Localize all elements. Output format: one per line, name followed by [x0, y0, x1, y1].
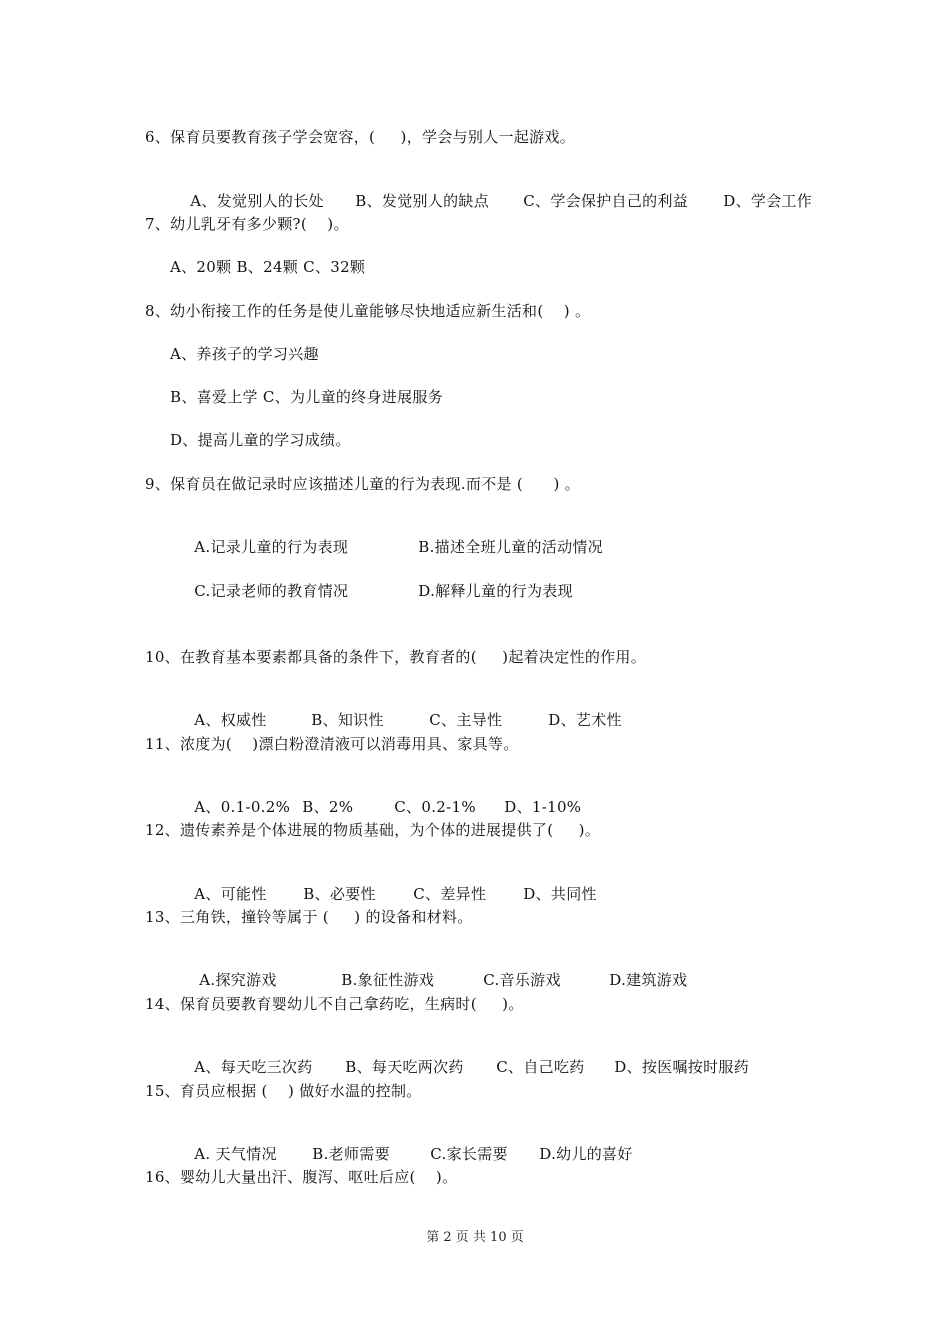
q14-option-a: A、每天吃三次药 — [194, 1058, 313, 1076]
q9-option-a: A.记录儿童的行为表现 — [194, 538, 349, 556]
q10-option-a: A、权威性 — [194, 711, 267, 729]
q15-option-a: A. 天气情况 — [194, 1145, 277, 1163]
q12-option-b: B、必要性 — [303, 885, 376, 903]
q11-option-d: D、1-10% — [504, 798, 582, 816]
q13-option-b: B.象征性游戏 — [341, 971, 435, 989]
question-14-stem: 14、保育员要教育婴幼儿不自己拿药吃，生病时( )。 — [145, 995, 524, 1013]
q6-option-b: B、发觉别人的缺点 — [355, 192, 490, 210]
q10-option-b: B、知识性 — [311, 711, 384, 729]
q9-option-c: C.记录老师的教育情况 — [194, 582, 349, 600]
question-6-stem: 6、保育员要教育孩子学会宽容，( )，学会与别人一起游戏。 — [145, 128, 575, 146]
q14-option-c: C、自己吃药 — [496, 1058, 585, 1076]
question-10-stem: 10、在教育基本要素都具备的条件下，教育者的( )起着决定性的作用。 — [145, 648, 647, 666]
q14-option-b: B、每天吃两次药 — [345, 1058, 464, 1076]
question-7-stem: 7、幼儿乳牙有多少颗?( )。 — [145, 215, 349, 233]
q15-option-b: B.老师需要 — [312, 1145, 390, 1163]
question-15-stem: 15、育员应根据 ( ) 做好水温的控制。 — [145, 1082, 422, 1100]
q10-option-d: D、艺术性 — [548, 711, 622, 729]
q6-option-a: A、发觉别人的长处 — [190, 192, 324, 210]
question-13-stem: 13、三角铁，撞铃等属于 ( ) 的设备和材料。 — [145, 908, 473, 926]
q13-option-c: C.音乐游戏 — [483, 971, 561, 989]
q15-option-d: D.幼儿的喜好 — [539, 1145, 633, 1163]
question-16-stem: 16、婴幼儿大量出汗、腹泻、呕吐后应( )。 — [145, 1168, 458, 1186]
question-9-stem: 9、保育员在做记录时应该描述儿童的行为表现.而不是 ( ) 。 — [145, 475, 580, 493]
question-11-stem: 11、浓度为( )漂白粉澄清液可以消毒用具、家具等。 — [145, 735, 519, 753]
q12-option-a: A、可能性 — [194, 885, 267, 903]
q12-option-c: C、差异性 — [413, 885, 487, 903]
q13-option-d: D.建筑游戏 — [609, 971, 688, 989]
q9-option-b: B.描述全班儿童的活动情况 — [418, 538, 603, 556]
q6-option-d: D、学会工作 — [723, 192, 813, 210]
q12-option-d: D、共同性 — [523, 885, 597, 903]
q9-option-d: D.解释儿童的行为表现 — [418, 582, 573, 600]
q11-option-b: B、2% — [302, 798, 354, 816]
question-12-stem: 12、遗传素养是个体进展的物质基础，为个体的进展提供了( )。 — [145, 821, 601, 839]
question-8-stem: 8、幼小衔接工作的任务是使儿童能够尽快地适应新生活和( ) 。 — [145, 302, 591, 320]
q11-option-a: A、0.1-0.2% — [194, 798, 291, 816]
question-8-option-bc: B、喜爱上学 C、为儿童的终身进展服务 — [170, 388, 443, 406]
q15-option-c: C.家长需要 — [430, 1145, 508, 1163]
page-number-footer: 第 2 页 共 10 页 — [426, 1230, 524, 1245]
q10-option-c: C、主导性 — [429, 711, 503, 729]
q6-option-c: C、学会保护自己的利益 — [523, 192, 689, 210]
q13-option-a: A.探究游戏 — [199, 971, 277, 989]
question-9-options-row2 — [174, 561, 573, 621]
question-8-option-a: A、养孩子的学习兴趣 — [170, 345, 319, 363]
question-8-option-d: D、提高儿童的学习成绩。 — [170, 431, 351, 449]
q14-option-d: D、按医嘱按时服药 — [614, 1058, 750, 1076]
question-7-options: A、20颗 B、24颗 C、32颗 — [170, 258, 366, 276]
q11-option-c: C、0.2-1% — [394, 798, 476, 816]
